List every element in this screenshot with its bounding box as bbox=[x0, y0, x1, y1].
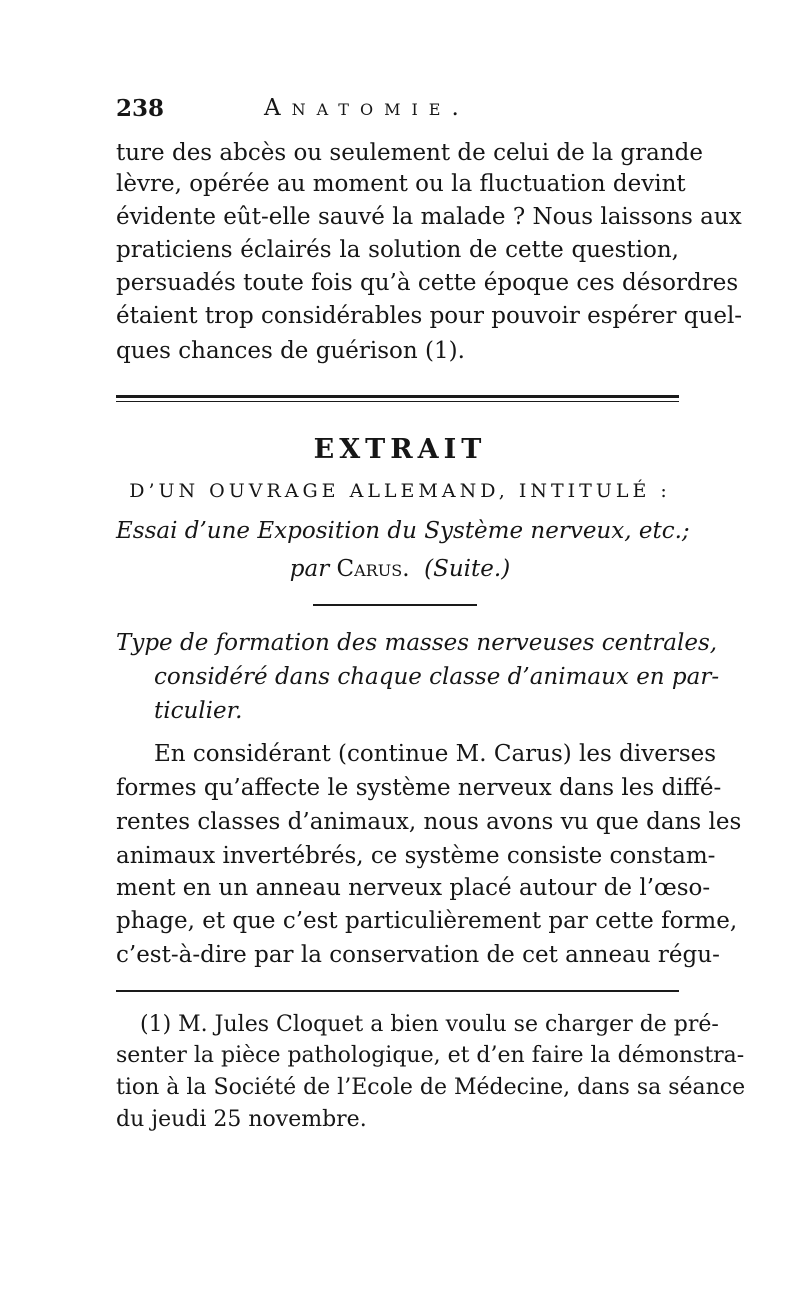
body-line: ment en un anneau nerveux placé autour de l’œso- bbox=[116, 875, 711, 901]
article-subtitle: D’UN OUVRAGE ALLEMAND, INTITULÉ : bbox=[129, 480, 671, 502]
section-heading-line: Type de formation des masses nerveuses centrales, bbox=[116, 630, 718, 656]
body-line: persuadés toute fois qu’à cette époque ces désordres bbox=[116, 270, 739, 296]
footnote-rule bbox=[116, 990, 679, 992]
body-line: phage, et que c’est particulièrement par cette forme, bbox=[116, 908, 738, 934]
body-line: étaient trop considérables pour pouvoir espérer quel- bbox=[116, 303, 743, 329]
body-line: praticiens éclairés la solution de cette question, bbox=[116, 237, 679, 263]
section-rule-thick bbox=[116, 395, 679, 398]
body-line: formes qu’affecte le système nerveux dans les diffé- bbox=[116, 775, 722, 801]
footnote-line: senter la pièce pathologique, et d’en faire la démonstra- bbox=[116, 1043, 745, 1068]
continued-note: (Suite.) bbox=[424, 556, 511, 582]
article-title: EXTRAIT bbox=[313, 434, 487, 465]
section-heading-line: ticulier. bbox=[154, 698, 243, 724]
author-prefix: par bbox=[289, 556, 330, 582]
author-line bbox=[100, 558, 700, 581]
body-line: animaux invertébrés, ce système consiste constam- bbox=[116, 843, 716, 869]
body-line: c’est-à-dire par la conservation de cet anneau régu- bbox=[116, 942, 720, 968]
footnote-line: tion à la Société de l’Ecole de Médecine, dans sa séance bbox=[116, 1075, 746, 1100]
body-line: évidente eût-elle sauvé la malade ? Nous laissons aux bbox=[116, 204, 742, 230]
body-line: rentes classes d’animaux, nous avons vu que dans les bbox=[116, 809, 742, 835]
body-line-last: ques chances de guérison (1). bbox=[116, 338, 465, 364]
short-rule bbox=[313, 604, 477, 606]
footnote-line: (1) M. Jules Cloquet a bien voulu se charger de pré- bbox=[140, 1012, 719, 1037]
page-number: 238 bbox=[116, 95, 165, 122]
section-rule-thin bbox=[116, 401, 679, 402]
body-line: ture des abcès ou seulement de celui de la grande bbox=[116, 140, 703, 166]
body-line: lèvre, opérée au moment ou la fluctuation devint bbox=[116, 171, 686, 197]
author-name: Carus. bbox=[336, 556, 410, 582]
body-line-first: En considérant (continue M. Carus) les diverses bbox=[154, 741, 717, 767]
section-heading-line: considéré dans chaque classe d’animaux en par- bbox=[154, 664, 720, 690]
footnote-line-last: du jeudi 25 novembre. bbox=[116, 1107, 367, 1132]
running-title: Anatomie. bbox=[264, 95, 470, 121]
work-title: Essai d’une Exposition du Système nerveux, etc.; bbox=[116, 518, 690, 544]
